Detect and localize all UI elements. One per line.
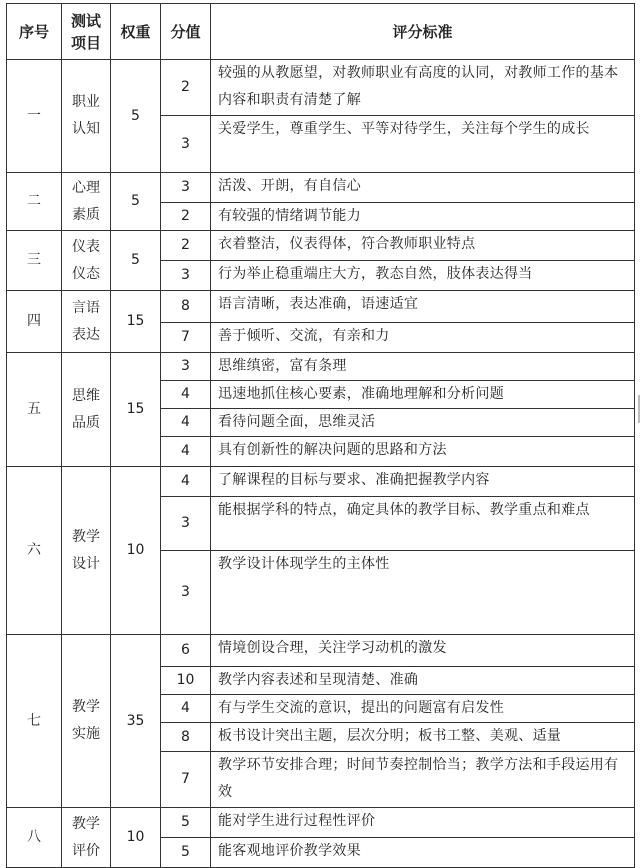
header-item xyxy=(62,4,111,60)
group-weight: 5 xyxy=(111,231,161,291)
group-weight: 15 xyxy=(111,353,161,467)
row-score: 5 xyxy=(161,808,211,838)
row-criteria: 具有创新性的解决问题的思路和方法 xyxy=(211,437,635,467)
table-row xyxy=(7,635,635,667)
row-criteria: 教学内容表述和呈现清楚、准确 xyxy=(211,667,635,695)
row-criteria: 关爱学生，尊重学生、平等对待学生，关注每个学生的成长 xyxy=(211,116,635,173)
group-item-line2: 实施 xyxy=(72,726,100,742)
group-item-line2: 仪态 xyxy=(72,265,100,282)
group-item-line1: 教学 xyxy=(72,528,100,545)
header-row xyxy=(7,4,635,60)
row-criteria: 能客观地评价教学效果 xyxy=(211,838,635,868)
row-criteria: 教学环节安排合理；时间节奏控制恰当；教学方法和手段运用有效 xyxy=(211,752,635,808)
group-item-line2: 评价 xyxy=(72,842,100,859)
row-score: 3 xyxy=(161,353,211,381)
row-score: 3 xyxy=(161,116,211,173)
row-criteria: 迅速地抓住核心要素，准确地理解和分析问题 xyxy=(211,381,635,409)
table-body xyxy=(7,60,635,868)
group-index: 六 xyxy=(7,467,62,635)
group-item xyxy=(62,467,111,635)
row-score: 4 xyxy=(161,437,211,467)
header-item-line1: 测试 xyxy=(70,11,101,30)
row-score: 2 xyxy=(161,60,211,116)
group-item-line2: 品质 xyxy=(72,414,100,431)
table-row xyxy=(7,808,635,838)
row-criteria: 看待问题全面，思维灵活 xyxy=(211,409,635,437)
group-item-line1: 职业 xyxy=(72,94,100,110)
row-score: 4 xyxy=(161,409,211,437)
row-score: 3 xyxy=(161,497,211,551)
row-score: 5 xyxy=(161,838,211,868)
row-criteria: 活泼、开朗，有自信心 xyxy=(211,173,635,203)
row-score: 3 xyxy=(161,261,211,291)
table-row xyxy=(7,60,635,116)
group-item xyxy=(62,173,111,231)
row-score: 2 xyxy=(161,203,211,231)
row-score: 3 xyxy=(161,173,211,203)
group-item-line1: 教学 xyxy=(72,699,100,715)
group-item xyxy=(62,60,111,173)
header-weight: 权重 xyxy=(111,4,161,60)
row-criteria: 情境创设合理，关注学习动机的激发 xyxy=(211,635,635,667)
group-item xyxy=(62,635,111,808)
group-item-line2: 素质 xyxy=(72,206,100,223)
row-score: 10 xyxy=(161,667,211,695)
header-index: 序号 xyxy=(7,4,62,60)
row-score: 3 xyxy=(161,551,211,635)
group-item-line1: 仪表 xyxy=(72,238,100,255)
group-item xyxy=(62,231,111,291)
row-score: 4 xyxy=(161,381,211,409)
row-criteria: 了解课程的目标与要求、准确把握教学内容 xyxy=(211,467,635,497)
group-index: 二 xyxy=(7,173,62,231)
table-row xyxy=(7,467,635,497)
group-weight: 15 xyxy=(111,291,161,353)
row-score: 6 xyxy=(161,635,211,667)
row-criteria: 板书设计突出主题，层次分明；板书工整、美观、适量 xyxy=(211,723,635,752)
group-index: 七 xyxy=(7,635,62,808)
group-item-line1: 思维 xyxy=(72,387,100,404)
group-item-line1: 教学 xyxy=(72,815,100,832)
row-score: 8 xyxy=(161,723,211,752)
group-item xyxy=(62,291,111,353)
row-criteria: 思维缜密，富有条理 xyxy=(211,353,635,381)
group-item-line1: 言语 xyxy=(72,299,100,316)
group-item xyxy=(62,353,111,467)
group-index: 四 xyxy=(7,291,62,353)
group-weight: 10 xyxy=(111,808,161,868)
header-item-line2: 项目 xyxy=(70,33,101,52)
row-criteria: 善于倾听、交流，有亲和力 xyxy=(211,323,635,353)
header-criteria: 评分标准 xyxy=(211,4,635,60)
row-criteria: 语言清晰，表达准确，语速适宜 xyxy=(211,291,635,323)
group-index: 五 xyxy=(7,353,62,467)
group-item-line2: 设计 xyxy=(72,555,100,572)
row-score: 7 xyxy=(161,323,211,353)
group-weight: 5 xyxy=(111,173,161,231)
row-score: 4 xyxy=(161,467,211,497)
group-weight: 5 xyxy=(111,60,161,173)
row-criteria: 衣着整洁，仪表得体，符合教师职业特点 xyxy=(211,231,635,261)
row-criteria: 能根据学科的特点，确定具体的教学目标、教学重点和难点 xyxy=(211,497,635,551)
row-criteria: 行为举止稳重端庄大方，教态自然，肢体表达得当 xyxy=(211,261,635,291)
row-score: 2 xyxy=(161,231,211,261)
table-row xyxy=(7,291,635,323)
row-criteria: 教学设计体现学生的主体性 xyxy=(211,551,635,635)
header-score: 分值 xyxy=(161,4,211,60)
group-item-line2: 表达 xyxy=(72,326,100,343)
table-row xyxy=(7,231,635,261)
group-index: 三 xyxy=(7,231,62,291)
table-row xyxy=(7,173,635,203)
group-item xyxy=(62,808,111,868)
scoring-table xyxy=(6,3,635,868)
row-criteria: 较强的从教愿望，对教师职业有高度的认同，对教师工作的基本内容和职责有清楚了解 xyxy=(211,60,635,116)
table-row xyxy=(7,353,635,381)
group-item-line1: 心理 xyxy=(72,179,100,196)
row-criteria: 能对学生进行过程性评价 xyxy=(211,808,635,838)
group-index: 一 xyxy=(7,60,62,173)
row-criteria: 有较强的情绪调节能力 xyxy=(211,203,635,231)
row-criteria: 有与学生交流的意识，提出的问题富有启发性 xyxy=(211,695,635,723)
group-weight: 35 xyxy=(111,635,161,808)
group-item-line2: 认知 xyxy=(72,121,100,137)
row-score: 7 xyxy=(161,752,211,808)
group-weight: 10 xyxy=(111,467,161,635)
row-score: 8 xyxy=(161,291,211,323)
group-index: 八 xyxy=(7,808,62,868)
row-score: 4 xyxy=(161,695,211,723)
